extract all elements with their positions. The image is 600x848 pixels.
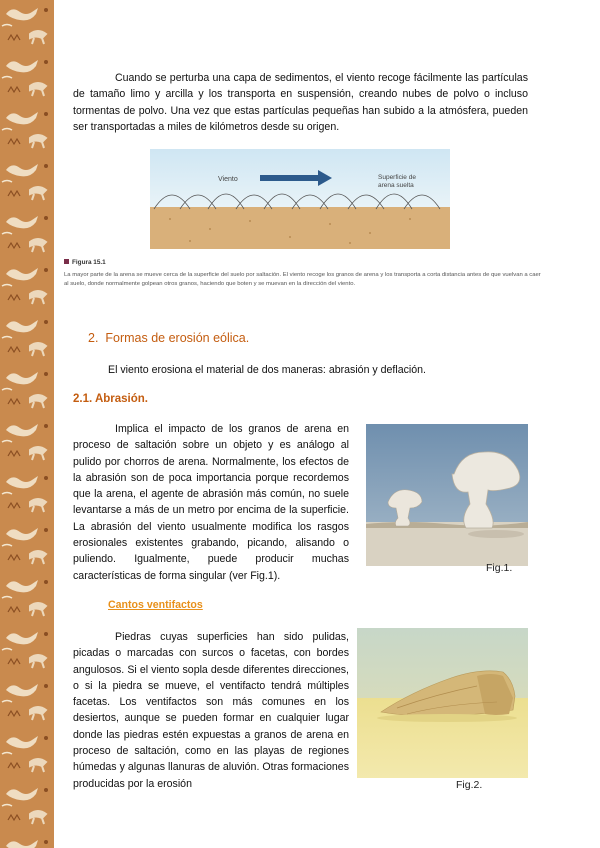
section-2-heading: 2. Formas de erosión eólica. (88, 331, 250, 345)
section-2-intro: El viento erosiona el material de dos maneras: abrasión y deflación. (108, 364, 426, 376)
figure-marker-icon (64, 259, 69, 264)
fig2-caption: Fig.2. (456, 779, 483, 791)
wind-label: Viento (218, 176, 238, 183)
saltation-diagram (150, 149, 450, 249)
decorative-border (0, 0, 54, 848)
intro-paragraph: Cuando se perturba una capa de sedimentos, el viento recoge fácilmente las partículas de tamaño limo y arcilla y los transporta en suspensión, creando nubes de polvo o incluso tormentas de polvo. Una vez que estas partículas pequeñas han subido a la atmósfera, pueden ser transportadas a miles de kilómetros desde su origen. (73, 72, 528, 133)
ventifact-paragraph: Piedras cuyas superficies han sido pulidas, picadas o marcadas con surcos o facetas, con bordes angulosos. Si el viento sopla desde diferentes direcciones, o si la piedra se mueve, el ventifacto tendrá múltiples facetas. Los ventifactos son más comunes en los desiertos, aunque se pueden formar en cualquier lugar donde las piedras estén expuestas a granos de arena en proceso de saltación, como en las playas de regiones húmedas y algunas llanuras de aluvión. Otras formaciones producidas por la erosión (73, 631, 349, 790)
figure-caption: La mayor parte de la arena se mueve cerca de la superficie del suelo por saltación. El viento recoge los granos de arena y los transporta a corta distancia antes de que vuelvan a caer al suelo, donde normalmente golpean otros granos, haciendo que boten y se muevan en la dirección del viento. (64, 272, 541, 287)
desert-rock-photo (357, 628, 528, 778)
section-2-1-heading: 2.1. Abrasión. (73, 393, 148, 405)
surface-label: Superficie de (378, 174, 416, 181)
surface-label-line2: arena suelta (378, 182, 414, 189)
abrasion-paragraph: Implica el impacto de los granos de arena en proceso de saltación sobre un objeto y es análogo al pulido por chorros de arena. Normalmente, los efectos de la abrasión son de poca importancia porque recordemos que la arena, el agente de abrasión más común, no suele levantarse a más de un metro por encima de la superficie. La abrasión del viento usualmente modifica los rasgos erosionales existentes grabando, picando, alisando o puliendo. Igualmente, puede producir muchas características de forma singular (ver Fig.1). (73, 423, 349, 582)
dinosaur-pattern-icon (0, 0, 54, 848)
figure-label: Figura 15.1 (64, 259, 106, 266)
fig1-caption: Fig.1. (486, 562, 513, 574)
mushroom-rock-photo (366, 424, 528, 566)
cantos-ventifactos-heading: Cantos ventifactos (108, 599, 203, 611)
